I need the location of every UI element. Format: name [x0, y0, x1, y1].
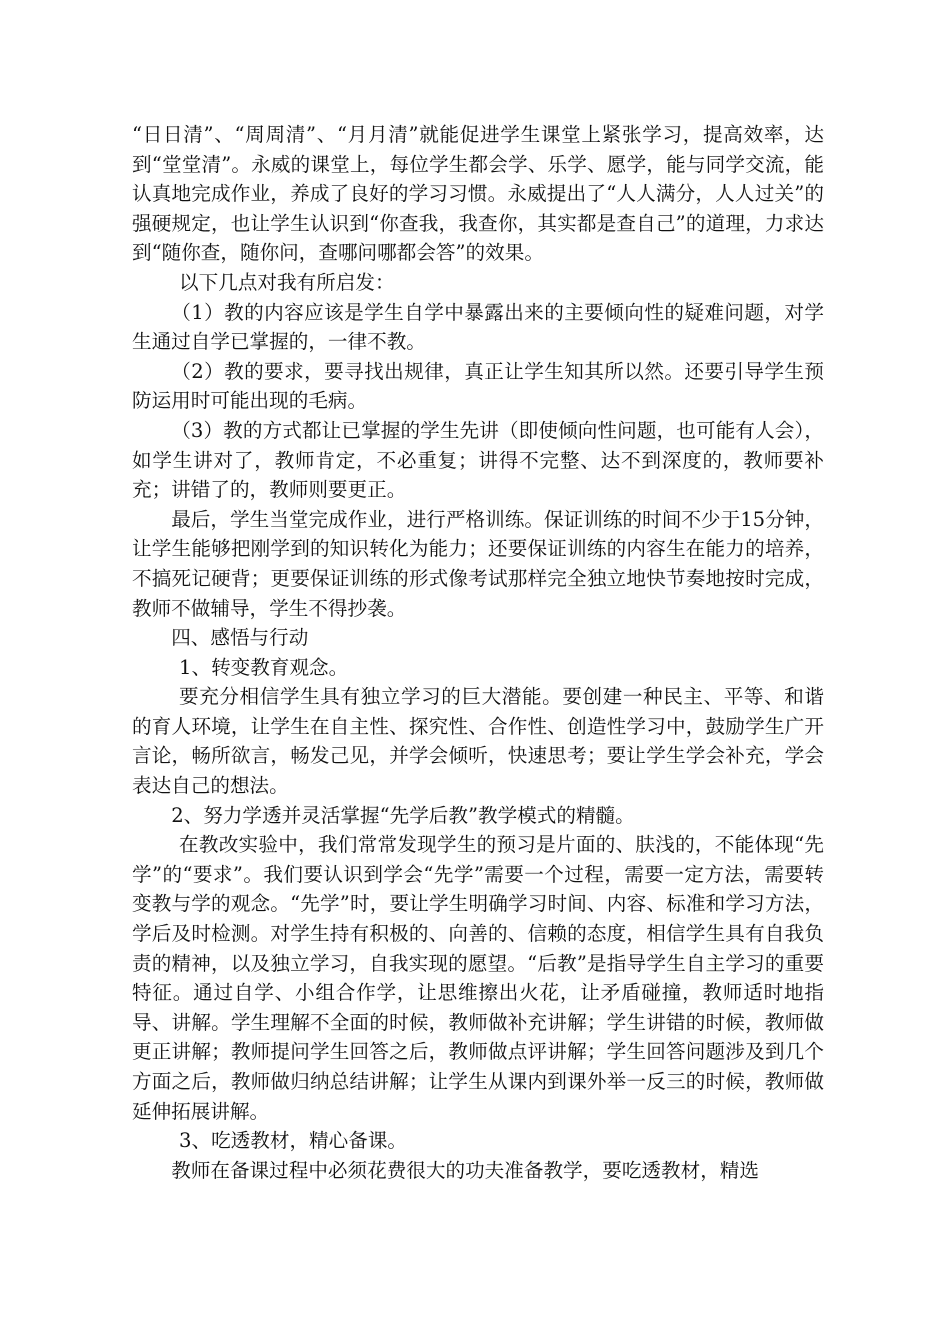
paragraph-point-1: （1）教的内容应该是学生自学中暴露出来的主要倾向性的疑难问题，对学生通过自学已掌握的，一律不教。	[132, 300, 824, 354]
paragraph-inspiration-intro: 以下几点对我有所启发：	[179, 270, 395, 294]
paragraph-point-2: （2）教的要求，要寻找出规律，真正让学生知其所以然。还要引导学生预防运用时可能出现的毛病。	[132, 359, 824, 413]
subheading-2: 2、努力学透并灵活掌握“先学后教”教学模式的精髓。	[171, 803, 635, 827]
subheading-1: 1、转变教育观念。	[179, 655, 349, 679]
paragraph-finally: 最后，学生当堂完成作业，进行严格训练。保证训练的时间不少于15分钟，让学生能够把刚学到的知识转化为能力；还要保证训练的内容生在能力的培养，不搞死记硬背；更要保证训练的形式像考试那样完全独立地快节奏地按时完成，教师不做辅导，学生不得抄袭。	[132, 507, 824, 620]
subheading-3: 3、吃透教材，精心备课。	[179, 1129, 408, 1153]
paragraph-reform-experiment: 在教改实验中，我们常常发现学生的预习是片面的、肤浅的，不能体现“先学”的“要求”。我们要认识到学会“先学”需要一个过程，需要一定方法，需要转变教与学的观念。“先学”时，要让学生明确学习时间、内容、标准和学习方法，学后及时检测。对学生持有积极的、向善的、信赖的态度，相信学生具有自我负责的精神，以及独立学习，自我实现的愿望。“后教”是指导学生自主学习的重要特征。通过自学、小组合作学，让思维擦出火花，让矛盾碰撞，教师适时地指导、讲解。学生理解不全面的时候，教师做补充讲解；学生讲错的时候，教师做更正讲解；教师提问学生回答之后，教师做点评讲解；学生回答问题涉及到几个方面之后，教师做归纳总结讲解；让学生从课内到课外举一反三的时候，教师做延伸拓展讲解。	[132, 833, 824, 1123]
paragraph-point-3: （3）教的方式都让已掌握的学生先讲（即使倾向性问题，也可能有人会），如学生讲对了，教师肯定，不必重复；讲得不完整、达不到深度的，教师要补充；讲错了的，教师则要更正。	[132, 418, 824, 502]
paragraph-trust-students: 要充分相信学生具有独立学习的巨大潜能。要创建一种民主、平等、和谐的育人环境，让学生在自主性、探究性、合作性、创造性学习中，鼓励学生广开言论，畅所欲言，畅发己见，并学会倾听，快速思考；要让学生学会补充，学会表达自己的想法。	[132, 685, 824, 798]
document-body	[132, 120, 824, 1185]
paragraph-lesson-prep: 教师在备课过程中必须花费很大的功夫准备教学，要吃透教材，精选	[171, 1158, 759, 1182]
section-heading-4: 四、感悟与行动	[171, 626, 309, 650]
paragraph-daily-clear: “日日清”、“周周清”、“月月清”就能促进学生课堂上紧张学习，提高效率，达到“堂堂清”。永威的课堂上，每位学生都会学、乐学、愿学，能与同学交流，能认真地完成作业，养成了良好的学习习惯。永威提出了“人人满分，人人过关”的强硬规定，也让学生认识到“你查我，我查你，其实都是查自己”的道理，力求达到“随你查，随你问，查哪问哪都会答”的效果。	[132, 123, 824, 265]
